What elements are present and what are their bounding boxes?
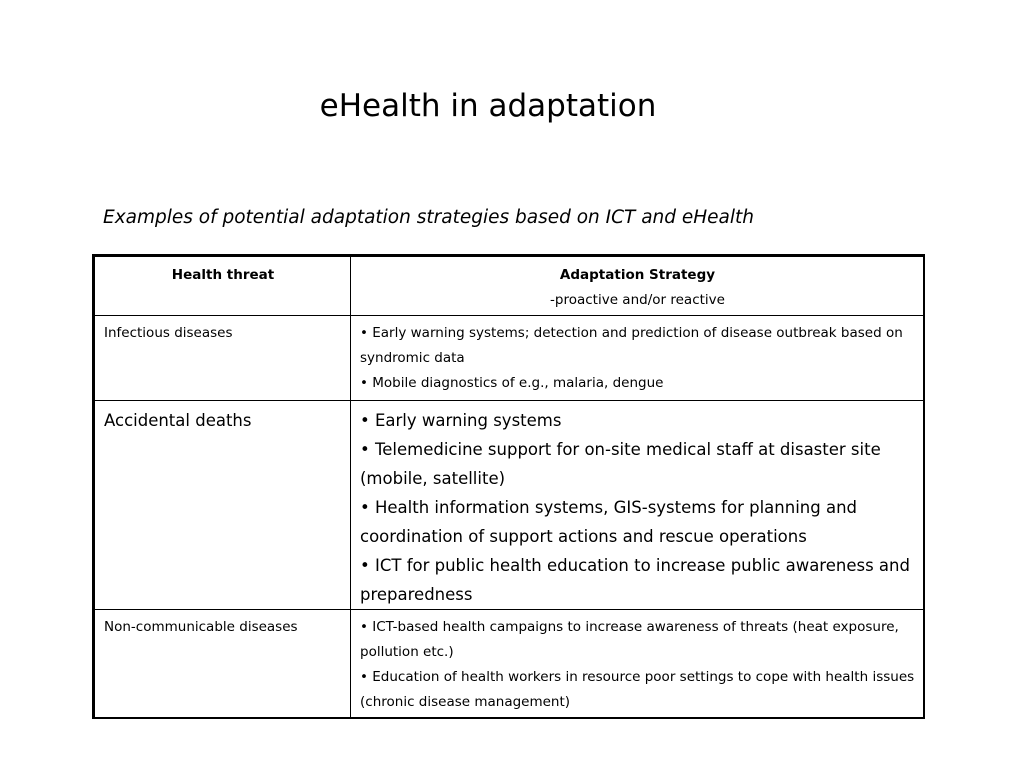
strategy-item: • ICT for public health education to increase public awareness and preparedness [360,556,910,604]
table-caption: Examples of potential adaptation strategies based on ICT and eHealth [103,207,755,228]
strategy-item: • Mobile diagnostics of e.g., malaria, dengue [360,375,664,391]
strategy-cell [351,401,924,610]
table-row [95,610,924,718]
strategy-item: • Education of health workers in resource poor settings to cope with health issues (chronic disease management) [360,669,915,710]
threat-cell: Accidental deaths [95,401,351,610]
strategy-cell [351,610,924,718]
strategy-item: • Telemedicine support for on-site medical staff at disaster site (mobile, satellite) [360,440,881,488]
header-adaptation-strategy [351,257,924,316]
table-row [95,316,924,401]
header-adaptation-strategy-sublabel: -proactive and/or reactive [550,292,725,308]
strategy-item: • Health information systems, GIS-systems for planning and coordination of support actions and rescue operations [360,498,858,546]
header-health-threat [95,257,351,316]
adaptation-table-grid [94,256,924,718]
threat-cell: Infectious diseases [95,316,351,401]
header-adaptation-strategy-label: Adaptation Strategy [559,267,716,283]
adaptation-table [92,254,925,719]
threat-cell: Non-communicable diseases [95,610,351,718]
table-header-row [95,257,924,316]
strategy-item: • Early warning systems; detection and prediction of disease outbreak based on syndromic data [360,325,903,366]
strategy-cell [351,316,924,401]
strategy-item: • Early warning systems [360,411,562,430]
strategy-item: • ICT-based health campaigns to increase awareness of threats (heat exposure, pollution etc.) [360,619,899,660]
table-row [95,401,924,610]
slide-title: eHealth in adaptation [319,88,657,124]
header-health-threat-label: Health threat [171,267,275,283]
